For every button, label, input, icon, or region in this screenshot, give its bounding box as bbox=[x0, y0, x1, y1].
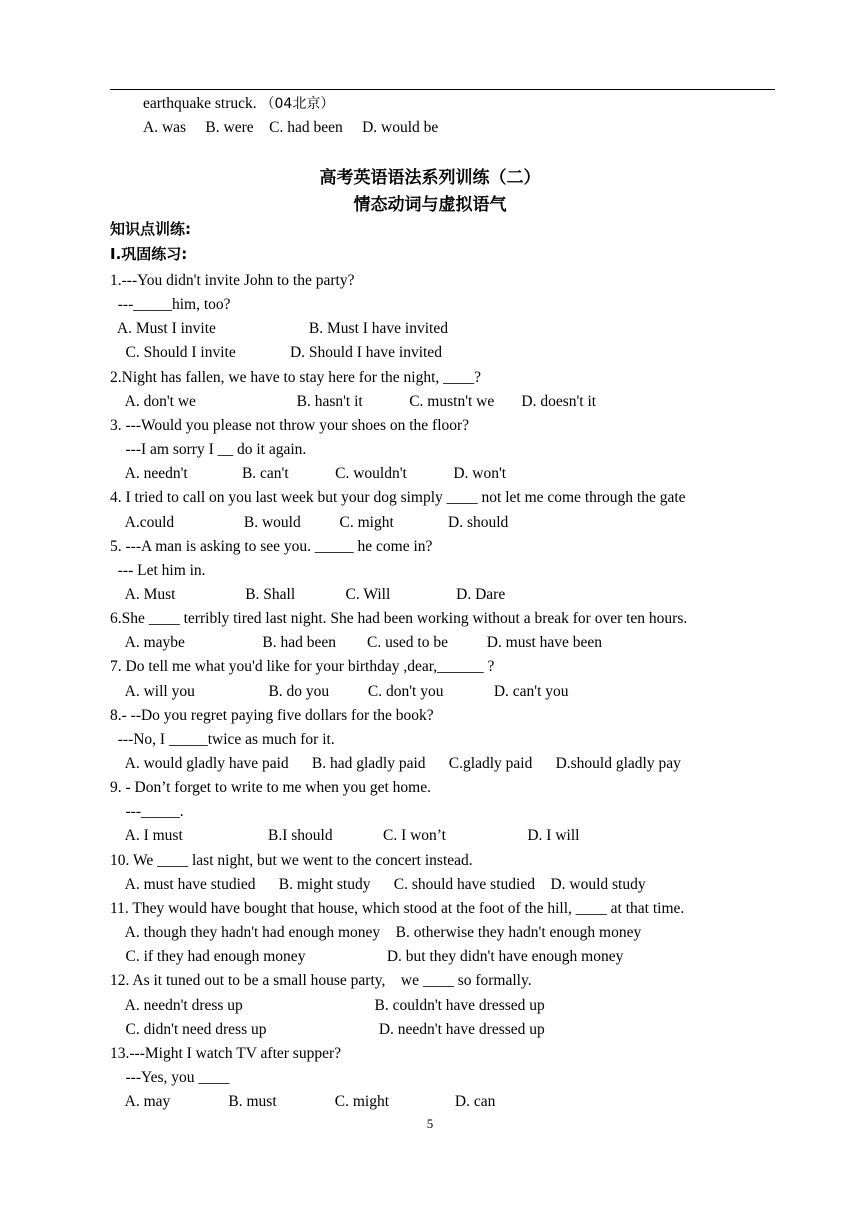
exercise-line: A. must have studied B. might study C. should have studied D. would study bbox=[110, 875, 646, 893]
exercise-line: A. Must B. Shall C. Will D. Dare bbox=[110, 585, 506, 603]
exercise-line: A. I must B.I should C. I won’t D. I will bbox=[110, 827, 580, 845]
exercise-line: 1.---You didn't invite John to the party? bbox=[110, 272, 355, 289]
exercise-line: 8.- --Do you regret paying five dollars for the book? bbox=[110, 706, 434, 724]
page-title: 高考英语语法系列训练（二） bbox=[319, 168, 541, 188]
exercise-line: ---_____. bbox=[110, 803, 184, 821]
prev-question-options: A. was B. were C. had been D. would be bbox=[143, 119, 439, 136]
exercise-line: C. Should I invite D. Should I have invited bbox=[110, 344, 442, 362]
header-rule bbox=[110, 89, 775, 90]
exercise-line: 4. I tried to call on you last week but your dog simply ____ not let me come through the gate bbox=[110, 489, 686, 507]
exercise-line: 10. We ____ last night, but we went to the concert instead. bbox=[110, 851, 473, 869]
exercise-line: 5. ---A man is asking to see you. _____ he come in? bbox=[110, 537, 433, 555]
exercise-line: 9. - Don’t forget to write to me when you get home. bbox=[110, 779, 431, 797]
exercise-line: A. though they hadn't had enough money B. otherwise they hadn't enough money bbox=[110, 924, 642, 942]
exercise-label: I.巩固练习: bbox=[110, 245, 188, 263]
exercise-line: A. needn't dress up B. couldn't have dressed up bbox=[110, 996, 545, 1014]
exercise-line: ---_____him, too? bbox=[110, 296, 231, 314]
exercise-line: ---Yes, you ____ bbox=[110, 1068, 230, 1086]
page-number: 5 bbox=[426, 1116, 434, 1131]
exercise-line: A.could B. would C. might D. should bbox=[110, 513, 509, 531]
exercise-line: 12. As it tuned out to be a small house party, we ____ so formally. bbox=[110, 972, 532, 990]
exercise-line: ---No, I _____twice as much for it. bbox=[110, 730, 335, 748]
exercise-line: A. would gladly have paid B. had gladly paid C.gladly paid D.should gladly pay bbox=[110, 755, 681, 772]
exercise-line: A. Must I invite B. Must I have invited bbox=[110, 320, 448, 338]
exercise-line: C. if they had enough money D. but they didn't have enough money bbox=[110, 948, 624, 966]
exercise-line: 6.She ____ terribly tired last night. She had been working without a break for over ten hours. bbox=[110, 610, 688, 628]
prev-question-line bbox=[143, 95, 334, 113]
exercise-line: --- Let him in. bbox=[110, 561, 206, 579]
exercise-line: A. don't we B. hasn't it C. mustn't we D. doesn't it bbox=[110, 392, 597, 410]
section-label: 知识点训练: bbox=[110, 220, 191, 238]
exercise-line: A. needn't B. can't C. wouldn't D. won't bbox=[110, 465, 507, 483]
exercise-line: ---I am sorry I __ do it again. bbox=[110, 441, 307, 459]
page-subtitle: 情态动词与虚拟语气 bbox=[353, 195, 507, 215]
exercise-line: 2.Night has fallen, we have to stay here for the night, ____? bbox=[110, 368, 482, 386]
exercise-line: C. didn't need dress up D. needn't have dressed up bbox=[110, 1020, 545, 1038]
exercise-line: 7. Do tell me what you'd like for your birthday ,dear,______ ? bbox=[110, 658, 495, 676]
exercise-line: A. may B. must C. might D. can bbox=[110, 1093, 496, 1111]
exercise-line: 3. ---Would you please not throw your shoes on the floor? bbox=[110, 416, 470, 434]
exercise-line: 13.---Might I watch TV after supper? bbox=[110, 1044, 341, 1062]
prev-question-source: （04北京） bbox=[260, 96, 335, 112]
exercise-line: A. maybe B. had been C. used to be D. must have been bbox=[110, 634, 603, 652]
exercise-line: A. will you B. do you C. don't you D. can't you bbox=[110, 682, 569, 700]
exercise-line: 11. They would have bought that house, which stood at the foot of the hill, ____ at that time. bbox=[110, 899, 685, 917]
prev-question-text: earthquake struck. bbox=[143, 95, 257, 112]
